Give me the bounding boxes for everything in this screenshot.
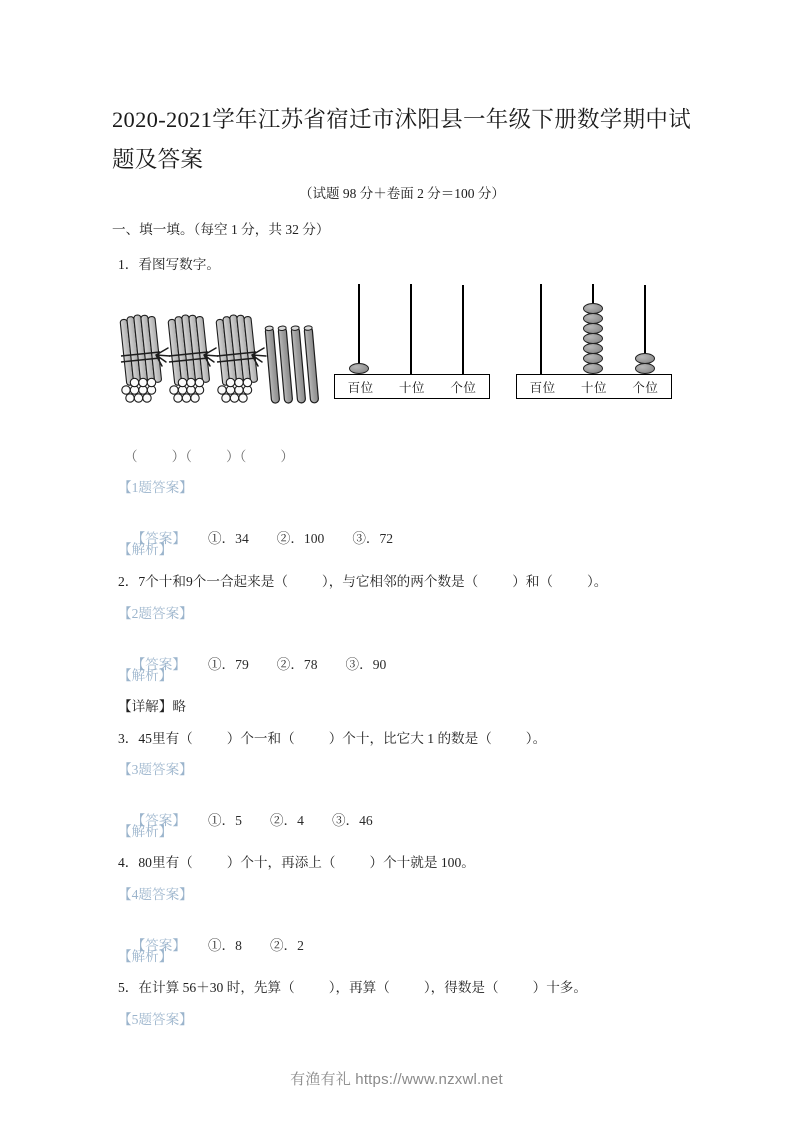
question-1-answer-row (118, 509, 393, 569)
abacus-place-value-base (516, 374, 672, 399)
answer-label: 【答案】 (131, 938, 186, 953)
question-1-analysis-tag: 【解析】 (118, 542, 173, 557)
question-5-answer-tag: 【5题答案】 (118, 1012, 193, 1027)
question-2-answer-tag: 【2题答案】 (118, 606, 193, 621)
answer-item: ①．5 (207, 813, 242, 828)
place-label-ones: 个位 (450, 380, 477, 395)
answer-item: ②．4 (269, 813, 304, 828)
answer-label: 【答案】 (131, 531, 186, 546)
place-label-tens: 十位 (580, 380, 607, 395)
question-5-text: 5．在计算 56＋30 时，先算（ ），再算（ ），得数是（ ）十多。 (118, 980, 587, 995)
question-3-text: 3．45里有（ ）个一和（ ）个十，比它大 1 的数是（ ）。 (118, 731, 547, 746)
abacus-hundreds-bead (334, 284, 490, 400)
question-2-detail-tag: 【详解】略 (118, 699, 186, 714)
question-2-text: 2．7个十和9个一合起来是（ ），与它相邻的两个数是（ ）和（ ）。 (118, 574, 608, 589)
place-label-ones: 个位 (632, 380, 659, 395)
abacus-rod-hundreds (540, 284, 542, 374)
question-1-answer-tag: 【1题答案】 (118, 480, 193, 495)
question-2-answer-row (118, 635, 386, 695)
abacus-rod-hundreds (358, 284, 360, 374)
abacus-seventy-two (516, 284, 672, 400)
place-label-hundreds: 百位 (347, 380, 374, 395)
answer-item: ②．78 (276, 657, 318, 672)
bundled-sticks-illustration (118, 312, 323, 404)
question-2-analysis-tag: 【解析】 (118, 668, 173, 683)
abacus-bead (349, 363, 369, 374)
footer-watermark: 有渔有礼 https://www.nzxwl.net (290, 1071, 503, 1088)
abacus-bead (583, 313, 603, 324)
answer-label: 【答案】 (131, 813, 186, 828)
answer-item: ②．100 (276, 531, 325, 546)
answer-item: ①．34 (207, 531, 249, 546)
abacus-rod-tens (410, 284, 412, 374)
abacus-bead (635, 363, 655, 374)
place-label-hundreds: 百位 (529, 380, 556, 395)
question-4-analysis-tag: 【解析】 (118, 949, 173, 964)
abacus-bead (583, 343, 603, 354)
page-title: 2020-2021学年江苏省宿迁市沭阳县一年级下册数学期中试题及答案 (112, 107, 691, 172)
score-subtitle: （试题 98 分＋卷面 2 分＝100 分） (299, 186, 505, 201)
abacus-bead (583, 333, 603, 344)
question-3-analysis-tag: 【解析】 (118, 824, 173, 839)
question-3-answer-row (118, 791, 373, 851)
question-1-text: 1．看图写数字。 (118, 257, 220, 272)
answer-item: ①．79 (207, 657, 249, 672)
answer-item: ③．90 (345, 657, 387, 672)
place-label-tens: 十位 (398, 380, 425, 395)
answer-item: ①．8 (207, 938, 242, 953)
question-4-answer-row (118, 916, 304, 976)
abacus-bead (583, 363, 603, 374)
question-3-answer-tag: 【3题答案】 (118, 762, 193, 777)
abacus-place-value-base (334, 374, 490, 399)
answer-item: ②．2 (269, 938, 304, 953)
abacus-bead (583, 323, 603, 334)
section-heading: 一、填一填。（每空 1 分，共 32 分） (112, 222, 330, 237)
question-1-blanks: （ ）（ ）（ ） (124, 449, 294, 464)
question-4-answer-tag: 【4题答案】 (118, 887, 193, 902)
answer-item: ③．46 (331, 813, 373, 828)
question-4-text: 4．80里有（ ）个十，再添上（ ）个十就是 100。 (118, 855, 475, 870)
answer-item: ③．72 (352, 531, 394, 546)
abacus-rod-ones (462, 285, 464, 374)
abacus-bead (635, 353, 655, 364)
answer-label: 【答案】 (131, 657, 186, 672)
abacus-bead (583, 353, 603, 364)
abacus-bead (583, 303, 603, 314)
